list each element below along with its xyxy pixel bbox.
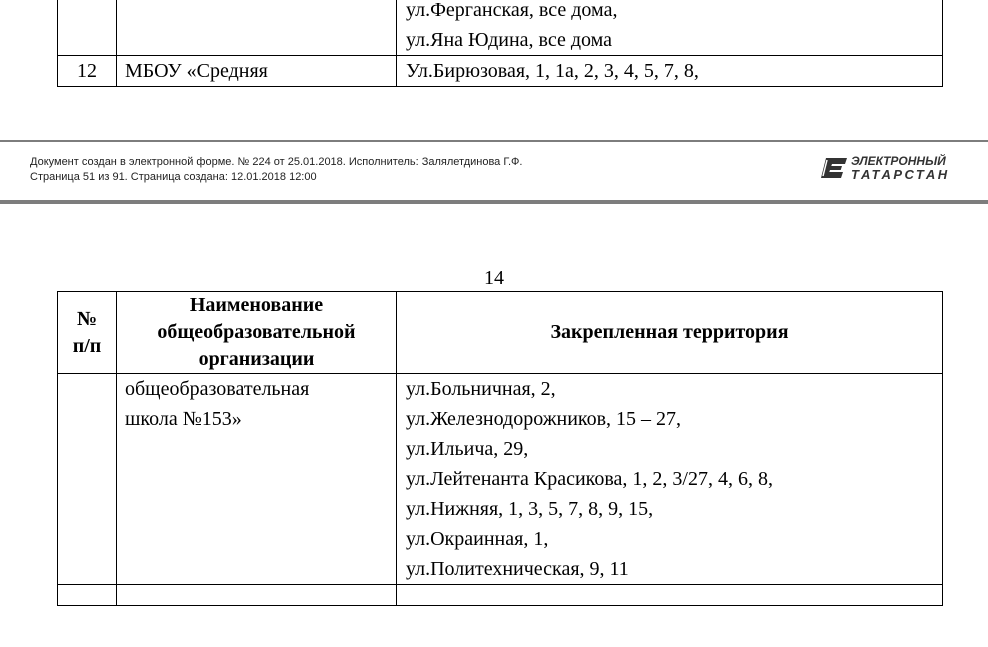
cell-territory (397, 374, 943, 585)
previous-page-table (57, 0, 943, 87)
territory-line: ул.Политехническая, 9, 11 (406, 558, 629, 580)
footer-line-1: Документ создан в электронной форме. № 224 от 25.01.2018. Исполнитель: Залялетдинова Г.Ф. (30, 156, 523, 168)
header-territory: Закрепленная территория (397, 292, 943, 374)
electronic-tatarstan-logo (820, 155, 950, 181)
e-logo-icon (820, 156, 848, 180)
footer-text (30, 155, 522, 185)
table-row (58, 585, 943, 606)
cell-territory: Ул.Бирюзовая, 1, 1а, 2, 3, 4, 5, 7, 8, (397, 56, 943, 87)
territory-line: ул.Лейтенанта Красикова, 1, 2, 3/27, 4, 6, 8, (406, 468, 773, 490)
cell-name: общеобразовательная школа №153» (117, 374, 397, 585)
territory-line: ул.Яна Юдина, все дома (406, 29, 613, 51)
header-number: № п/п (58, 292, 117, 374)
territory-line: ул.Окраинная, 1, (406, 528, 549, 550)
cell-number (58, 374, 117, 585)
header-organization: Наименование общеобразовательной организации (117, 292, 397, 374)
footer-divider-top (0, 140, 988, 142)
territory-line: ул.Железнодорожников, 15 – 27, (406, 408, 682, 430)
territory-line: ул.Ильича, 29, (406, 438, 529, 460)
logo-line-1: ЭЛЕКТРОННЫЙ (851, 154, 946, 168)
footer-line-2: Страница 51 из 91. Страница создана: 12.01.2018 12:00 (30, 171, 317, 183)
cell-number: 12 (58, 56, 117, 87)
cell-number (58, 0, 117, 56)
page-number: 14 (484, 267, 504, 289)
footer-divider-bottom (0, 200, 988, 204)
territory-line: ул.Больничная, 2, (406, 378, 556, 400)
schools-territory-table (57, 291, 943, 606)
table-row (58, 0, 943, 56)
cell-name (117, 0, 397, 56)
table-row (58, 374, 943, 585)
cell-territory (397, 0, 943, 56)
cell-name: МБОУ «Средняя (117, 56, 397, 87)
logo-line-2: ТАТАРСТАН (851, 167, 950, 182)
territory-line: ул.Нижняя, 1, 3, 5, 7, 8, 9, 15, (406, 498, 654, 520)
table-row (58, 56, 943, 87)
territory-line: ул.Ферганская, все дома, (406, 0, 618, 21)
table-header-row (58, 292, 943, 374)
